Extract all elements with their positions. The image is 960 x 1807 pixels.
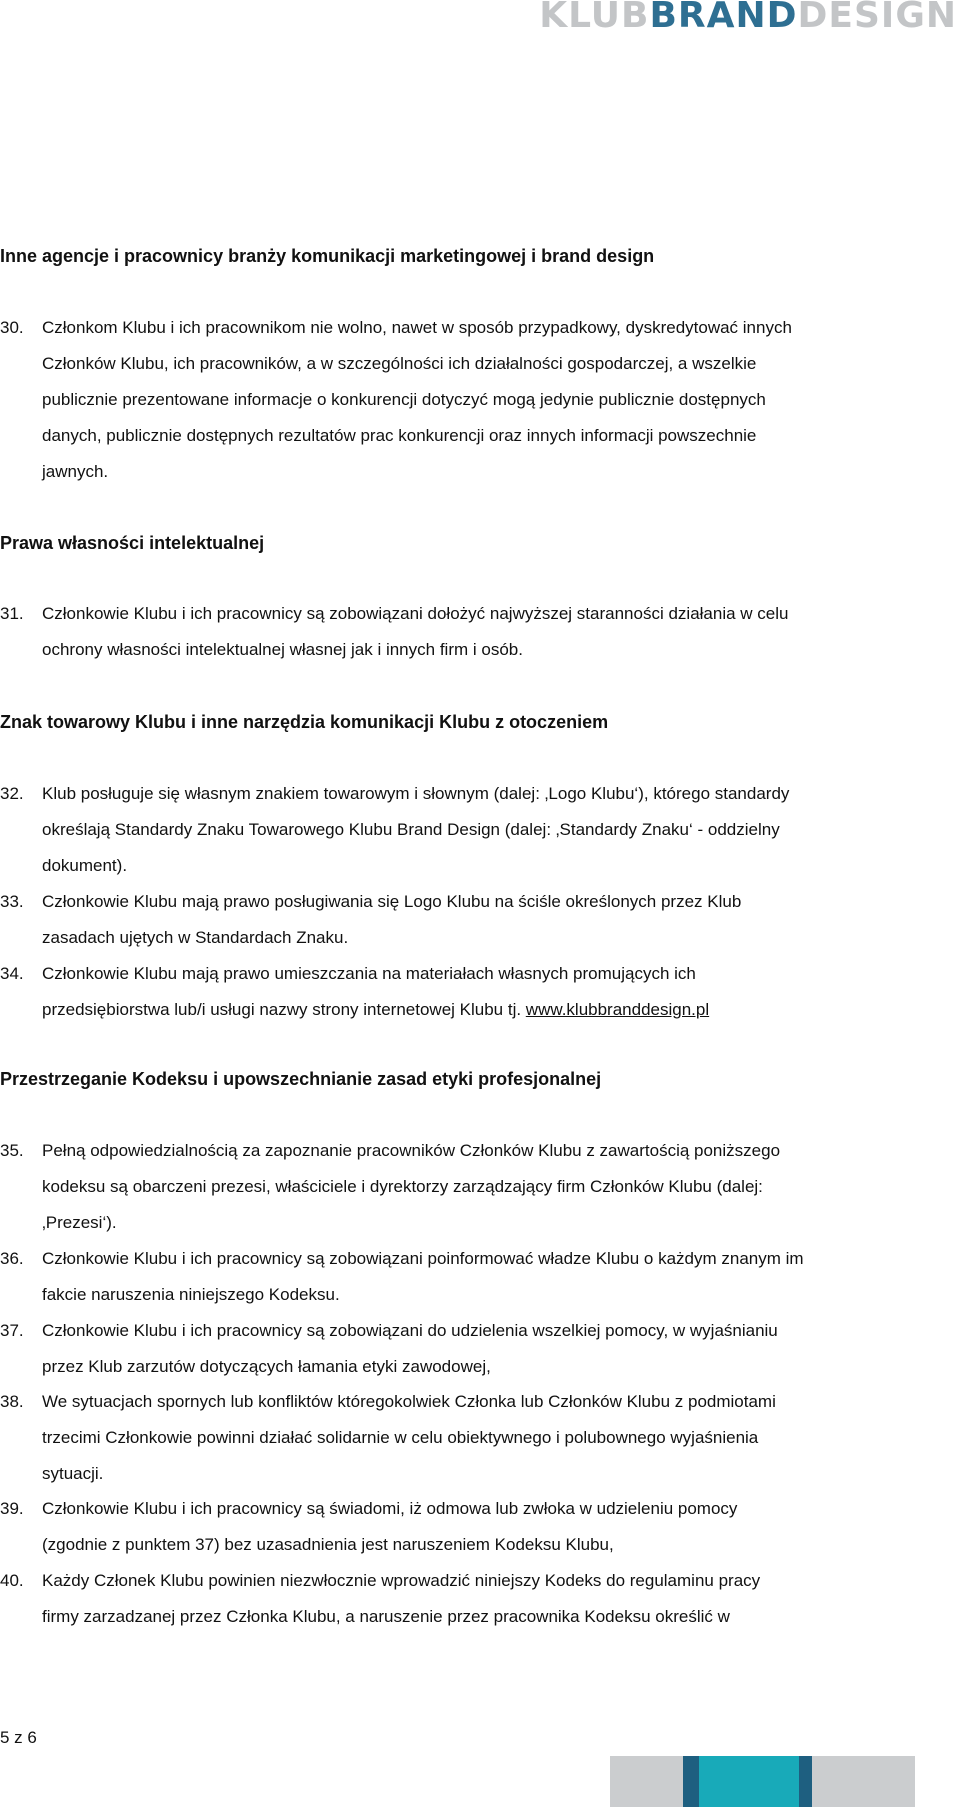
item-text: Członkowie Klubu mają prawo posługiwania się Logo Klubu na ściśle określonych przez Klub zasadach ujętych w Standardach Znaku. (42, 892, 742, 947)
item-number: 39. (0, 1499, 24, 1518)
website-link[interactable]: www.klubbranddesign.pl (525, 1000, 710, 1019)
page-number: 5 z 6 (0, 1728, 37, 1747)
footer-decorative-bar (610, 1756, 915, 1807)
logo-part-design: DESIGN (797, 0, 957, 36)
footer-bar-navy-stripe-left (683, 1756, 699, 1807)
brand-logo (539, 0, 957, 36)
item-number: 40. (0, 1571, 24, 1590)
section-heading-other-agencies: Inne agencje i pracownicy branży komunikacji marketingowej i brand design (0, 246, 655, 266)
item-text: Klub posługuje się własnym znakiem towarowym i słownym (dalej: ‚Logo Klubu‘), którego standardy określają Standardy Znaku Towarowego Klubu Brand Design (dalej: ‚Standardy Znaku‘ - oddzielny dokument). (42, 784, 790, 875)
item-text-body: Członkowie Klubu mają prawo umieszczania na materiałach własnych promujących ich przedsiębiorstwa lub/i usługi nazwy strony internetowej Klubu tj. (42, 964, 696, 1019)
item-number: 33. (0, 892, 24, 911)
list-item-31 (0, 596, 940, 668)
item-number: 32. (0, 784, 24, 803)
item-number: 31. (0, 604, 24, 623)
section-heading-trademark: Znak towarowy Klubu i inne narzędzia komunikacji Klubu z otoczeniem (0, 712, 609, 732)
list-item-39 (0, 1491, 940, 1563)
section-heading-intellectual-property: Prawa własności intelektualnej (0, 533, 265, 553)
item-text: Członkowie Klubu i ich pracownicy są świadomi, iż odmowa lub zwłoka w udzieleniu pomocy (zgodnie z punktem 37) bez uzasadnienia jest naruszeniem Kodeksu Klubu, (42, 1499, 738, 1554)
footer-bar-navy-stripe-right (799, 1756, 812, 1807)
footer-bar-teal-block (699, 1756, 799, 1807)
logo-part-brand: BRAND (649, 0, 798, 36)
list-item-37 (0, 1313, 940, 1385)
item-text: Członkowie Klubu i ich pracownicy są zobowiązani poinformować władze Klubu o każdym znanym im fakcie naruszenia niniejszego Kodeksu. (42, 1249, 804, 1304)
item-text: Członkowie Klubu i ich pracownicy są zobowiązani do udzielenia wszelkiej pomocy, w wyjaśnianiu przez Klub zarzutów dotyczących łamania etyki zawodowej, (42, 1321, 778, 1376)
list-item-30 (0, 310, 940, 490)
item-number: 38. (0, 1392, 24, 1411)
item-text: Każdy Członek Klubu powinien niezwłocznie wprowadzić niniejszy Kodeks do regulaminu pracy firmy zarzadzanej przez Członka Klubu, a naruszenie przez pracownika Kodeksu określić w (42, 1571, 761, 1626)
item-number: 36. (0, 1249, 24, 1268)
item-text: Pełną odpowiedzialnością za zapoznanie pracowników Członków Klubu z zawartością poniższego kodeksu są obarczeni prezesi, właściciele i dyrektorzy zarządzający firm Członków Klubu (dalej: ‚Prezesi‘). (42, 1141, 781, 1232)
list-item-40 (0, 1563, 940, 1635)
item-text: Członkom Klubu i ich pracownikom nie wolno, nawet w sposób przypadkowy, dyskredytować innych Członków Klubu, ich pracowników, a w szczególności ich działalności gospodarczej, a wszelkie publicznie prezentowane informacje o konkurencji dotyczyć mogą jedynie publicznie dostępnych danych, publicznie dostępnych rezultatów prac konkurencji oraz innych informacji powszechnie jawnych. (42, 318, 792, 481)
list-item-32 (0, 776, 940, 884)
item-number: 34. (0, 964, 24, 983)
item-text: Członkowie Klubu i ich pracownicy są zobowiązani dołożyć najwyższej staranności działania w celu ochrony własności intelektualnej własnej jak i innych firm i osób. (42, 604, 789, 659)
list-item-35 (0, 1133, 940, 1241)
list-item-33 (0, 884, 940, 956)
item-text: We sytuacjach spornych lub konfliktów któregokolwiek Członka lub Członków Klubu z podmiotami trzecimi Członkowie powinni działać solidarnie w celu obiektywnego i polubownego wyjaśnienia sytuacji. (42, 1392, 776, 1483)
item-number: 37. (0, 1321, 24, 1340)
logo-part-klub: KLUB (539, 0, 650, 36)
list-item-34 (0, 956, 940, 1028)
item-number: 35. (0, 1141, 24, 1160)
section-heading-code-compliance: Przestrzeganie Kodeksu i upowszechnianie zasad etyki profesjonalnej (0, 1069, 602, 1089)
list-item-38 (0, 1384, 940, 1492)
item-text (42, 956, 940, 1028)
item-number: 30. (0, 318, 24, 337)
list-item-36 (0, 1241, 940, 1313)
